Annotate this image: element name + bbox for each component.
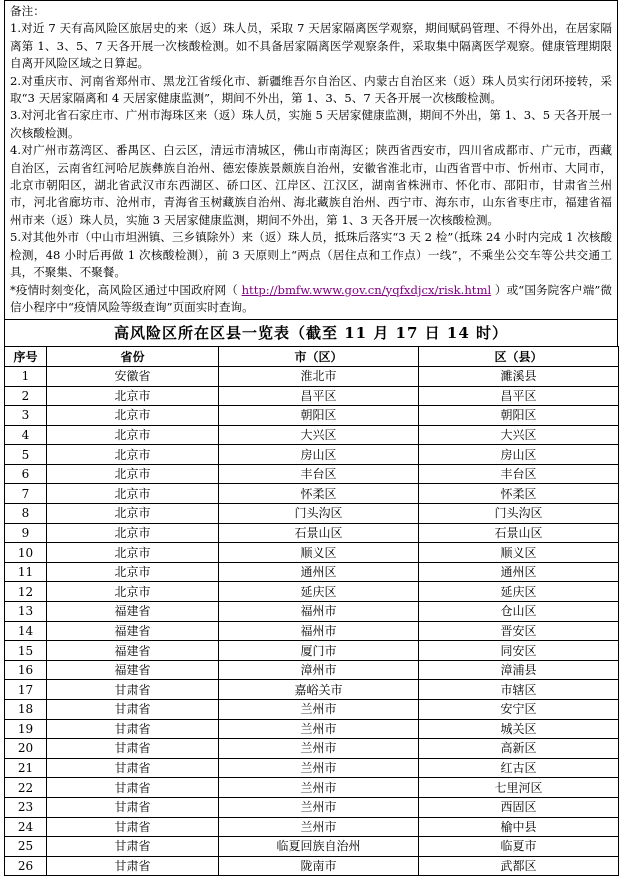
cell-province: 北京市 [47, 464, 219, 484]
table-row [5, 425, 619, 445]
cell-province: 甘肃省 [47, 719, 219, 739]
cell-city: 厦门市 [219, 641, 419, 661]
cell-province: 福建省 [47, 621, 219, 641]
cell-index: 1 [5, 366, 47, 386]
cell-province: 北京市 [47, 543, 219, 563]
cell-district: 西固区 [419, 797, 619, 817]
cell-index: 20 [5, 739, 47, 759]
note-item: 2.对重庆市、河南省郑州市、黑龙江省绥化市、新疆维吾尔自治区、内蒙古自治区来（返）珠人员实行闭环接转，采取“3 天居家隔离和 4 天居家健康监测”，期间不外出，第 1、3、5、7 天各开展一次核酸检测。 [10, 73, 612, 106]
cell-index: 7 [5, 484, 47, 504]
table-title: 高风险区所在区县一览表（截至 11 月 17 日 14 时） [4, 319, 618, 346]
cell-index: 22 [5, 778, 47, 798]
cell-district: 濉溪县 [419, 366, 619, 386]
cell-district: 城关区 [419, 719, 619, 739]
table-header-row [5, 347, 619, 367]
cell-index: 8 [5, 504, 47, 524]
cell-province: 北京市 [47, 406, 219, 426]
cell-city: 兰州市 [219, 758, 419, 778]
cell-district: 临夏市 [419, 837, 619, 857]
high-risk-table [4, 346, 619, 876]
cell-city: 兰州市 [219, 817, 419, 837]
table-row [5, 719, 619, 739]
table-row [5, 523, 619, 543]
cell-province: 甘肃省 [47, 758, 219, 778]
cell-district: 昌平区 [419, 386, 619, 406]
cell-district: 门头沟区 [419, 504, 619, 524]
cell-city: 兰州市 [219, 778, 419, 798]
cell-district: 怀柔区 [419, 484, 619, 504]
cell-district: 市辖区 [419, 680, 619, 700]
cell-index: 18 [5, 700, 47, 720]
cell-city: 门头沟区 [219, 504, 419, 524]
cell-province: 甘肃省 [47, 778, 219, 798]
cell-district: 顺义区 [419, 543, 619, 563]
note-footer [10, 282, 612, 317]
table-row [5, 621, 619, 641]
cell-city: 福州市 [219, 602, 419, 622]
cell-index: 9 [5, 523, 47, 543]
table-row [5, 837, 619, 857]
cell-index: 17 [5, 680, 47, 700]
cell-district: 丰台区 [419, 464, 619, 484]
cell-district: 七里河区 [419, 778, 619, 798]
cell-province: 北京市 [47, 504, 219, 524]
notes-section [4, 0, 618, 319]
cell-province: 北京市 [47, 386, 219, 406]
cell-province: 北京市 [47, 562, 219, 582]
table-row [5, 602, 619, 622]
note-item: 1.对近 7 天有高风险区旅居史的来（返）珠人员，采取 7 天居家隔离医学观察，期间赋码管理、不得外出，在居家隔离第 1、3、5、7 天各开展一次核酸检测。如不具备居家隔离医学观察条件，采取集中隔离医学观察。健康管理期限自离开风险区域之日算起。 [10, 21, 612, 71]
cell-district: 晋安区 [419, 621, 619, 641]
cell-city: 福州市 [219, 621, 419, 641]
cell-district: 榆中县 [419, 817, 619, 837]
cell-province: 甘肃省 [47, 680, 219, 700]
notes-heading: 备注： [10, 4, 45, 18]
cell-index: 23 [5, 797, 47, 817]
cell-district: 漳浦县 [419, 660, 619, 680]
table-row [5, 582, 619, 602]
cell-city: 通州区 [219, 562, 419, 582]
cell-index: 13 [5, 602, 47, 622]
table-row [5, 484, 619, 504]
cell-province: 甘肃省 [47, 837, 219, 857]
cell-city: 顺义区 [219, 543, 419, 563]
cell-index: 2 [5, 386, 47, 406]
header-province: 省份 [47, 347, 219, 367]
cell-city: 淮北市 [219, 366, 419, 386]
cell-index: 4 [5, 425, 47, 445]
cell-district: 红古区 [419, 758, 619, 778]
cell-province: 甘肃省 [47, 856, 219, 876]
cell-province: 甘肃省 [47, 739, 219, 759]
table-row [5, 641, 619, 661]
cell-city: 丰台区 [219, 464, 419, 484]
cell-index: 21 [5, 758, 47, 778]
table-row [5, 543, 619, 563]
cell-province: 甘肃省 [47, 817, 219, 837]
cell-index: 12 [5, 582, 47, 602]
header-city: 市（区） [219, 347, 419, 367]
table-row [5, 778, 619, 798]
cell-province: 北京市 [47, 484, 219, 504]
note-footer-text: *疫情时刻变化，高风险区通过中国政府网（ [10, 282, 242, 297]
table-row [5, 739, 619, 759]
header-district: 区（县） [419, 347, 619, 367]
cell-index: 15 [5, 641, 47, 661]
cell-province: 福建省 [47, 660, 219, 680]
cell-city: 昌平区 [219, 386, 419, 406]
cell-province: 北京市 [47, 582, 219, 602]
cell-district: 延庆区 [419, 582, 619, 602]
cell-district: 仓山区 [419, 602, 619, 622]
cell-index: 24 [5, 817, 47, 837]
table-row [5, 386, 619, 406]
cell-city: 石景山区 [219, 523, 419, 543]
cell-index: 16 [5, 660, 47, 680]
cell-district: 房山区 [419, 445, 619, 465]
cell-district: 同安区 [419, 641, 619, 661]
table-row [5, 445, 619, 465]
cell-province: 甘肃省 [47, 797, 219, 817]
cell-city: 兰州市 [219, 700, 419, 720]
cell-district: 通州区 [419, 562, 619, 582]
cell-city: 延庆区 [219, 582, 419, 602]
cell-province: 福建省 [47, 602, 219, 622]
cell-city: 兰州市 [219, 797, 419, 817]
cell-province: 安徽省 [47, 366, 219, 386]
cell-index: 14 [5, 621, 47, 641]
cell-province: 北京市 [47, 425, 219, 445]
cell-district: 武都区 [419, 856, 619, 876]
cell-province: 北京市 [47, 523, 219, 543]
cell-city: 大兴区 [219, 425, 419, 445]
cell-index: 10 [5, 543, 47, 563]
cell-index: 3 [5, 406, 47, 426]
cell-district: 朝阳区 [419, 406, 619, 426]
cell-index: 5 [5, 445, 47, 465]
cell-province: 福建省 [47, 641, 219, 661]
table-row [5, 856, 619, 876]
table-row [5, 406, 619, 426]
table-row [5, 700, 619, 720]
note-item: 4.对广州市荔湾区、番禺区、白云区，清远市清城区，佛山市南海区；陕西省西安市，四川省成都市、广元市，西藏自治区，云南省红河哈尼族彝族自治州、德宏傣族景颇族自治州，安徽省淮北市，山西省晋中市、忻州市、大同市，北京市朝阳区，湖北省武汉市东西湖区、硚口区、江岸区、江汉区，湖南省株洲市、怀化市、邵阳市，甘肃省兰州市，河北省廊坊市、沧州市，青海省玉树藏族自治州、海北藏族自治州、西宁市、海东市，山东省枣庄市，福建省福州市来（返）珠人员，实施 3 天居家健康监测，期间不外出，第 1、3 天各开展一次核酸检测。 [10, 143, 612, 227]
note-item: 3.对河北省石家庄市、广州市海珠区来（返）珠人员，实施 5 天居家健康监测，期间不外出，第 1、3、5 天各开展一次核酸检测。 [10, 108, 612, 140]
note-footer-text: ）或“国务院客户端”微信小程序中“疫情风险等级查询”页面实时查询。 [10, 282, 613, 314]
cell-index: 25 [5, 837, 47, 857]
cell-district: 石景山区 [419, 523, 619, 543]
table-row [5, 504, 619, 524]
risk-query-link[interactable]: http://bmfw.www.gov.cn/yqfxdjcx/risk.html [241, 282, 492, 297]
cell-province: 甘肃省 [47, 700, 219, 720]
cell-index: 26 [5, 856, 47, 876]
cell-city: 房山区 [219, 445, 419, 465]
table-row [5, 464, 619, 484]
cell-city: 朝阳区 [219, 406, 419, 426]
cell-city: 兰州市 [219, 739, 419, 759]
table-row [5, 562, 619, 582]
cell-city: 陇南市 [219, 856, 419, 876]
table-row [5, 817, 619, 837]
table-row [5, 680, 619, 700]
cell-district: 高新区 [419, 739, 619, 759]
table-row [5, 797, 619, 817]
document [4, 0, 618, 876]
cell-province: 北京市 [47, 445, 219, 465]
cell-city: 怀柔区 [219, 484, 419, 504]
table-row [5, 366, 619, 386]
cell-index: 19 [5, 719, 47, 739]
header-index: 序号 [5, 347, 47, 367]
table-row [5, 758, 619, 778]
cell-district: 安宁区 [419, 700, 619, 720]
cell-index: 6 [5, 464, 47, 484]
cell-city: 临夏回族自治州 [219, 837, 419, 857]
cell-index: 11 [5, 562, 47, 582]
cell-city: 漳州市 [219, 660, 419, 680]
cell-district: 大兴区 [419, 425, 619, 445]
cell-city: 嘉峪关市 [219, 680, 419, 700]
note-item: 5.对其他外市（中山市坦洲镇、三乡镇除外）来（返）珠人员，抵珠后落实“3 天 2 检”（抵珠 24 小时内完成 1 次核酸检测，48 小时后再做 1 次核酸检测），前 3 天原则上“两点（居住点和工作点）一线”，不乘坐公交车等公共交通工具，不聚集、不聚餐。 [10, 230, 612, 280]
table-row [5, 660, 619, 680]
cell-city: 兰州市 [219, 719, 419, 739]
